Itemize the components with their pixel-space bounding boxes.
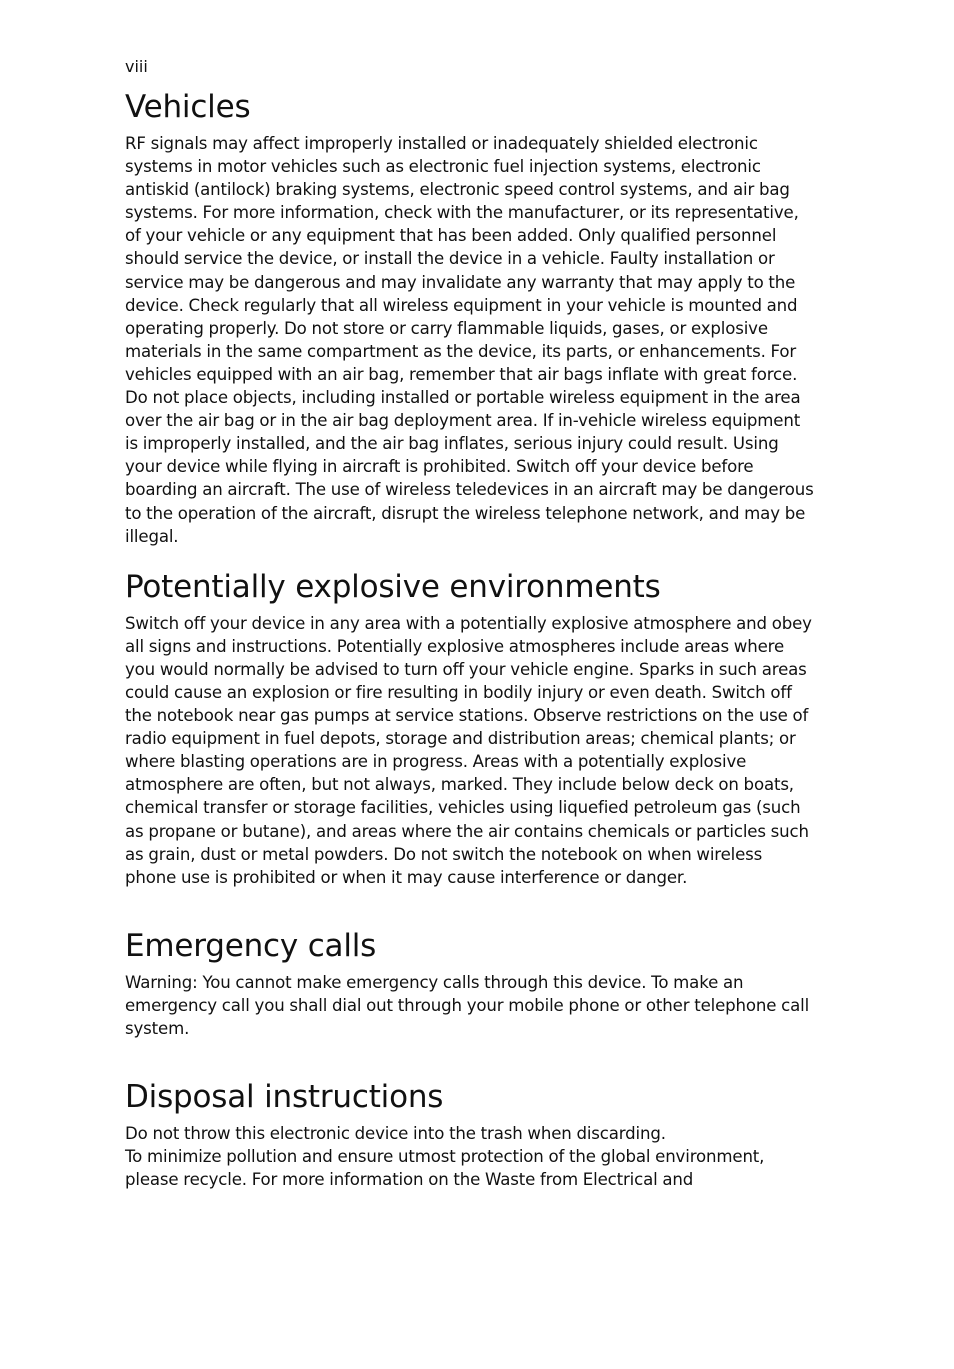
section-heading-vehicles: Vehicles <box>125 89 251 125</box>
section-heading-disposal: Disposal instructions <box>125 1079 444 1116</box>
section-body-vehicles: RF signals may affect improperly installed or inadequately shielded electronic systems in motor vehicles such as electronic fuel injection systems, electronic antiskid (antilock) braking systems, electronic speed control systems, and air bag systems. For more information, check with the manufacturer, or its representative, of your vehicle or any equipment that has been added. Only qualified personnel should service the device, or install the device in a vehicle. Faulty installation or service may be dangerous and may invalidate any warranty that may apply to the device. Check regularly that all wireless equipment in your vehicle is mounted and operating properly. Do not store or carry flammable liquids, gases, or explosive materials in the same compartment as the device, its parts, or enhancements. For vehicles equipped with an air bag, remember that air bags inflate with great force. Do not place objects, including installed or portable wireless equipment in the area over the air bag or in the air bag deployment area. If in-vehicle wireless equipment is improperly installed, and the air bag inflates, serious injury could result. Using your device while flying in aircraft is prohibited. Switch off your device before boarding an aircraft. The use of wireless teledevices in an aircraft may be dangerous to the operation of the aircraft, disrupt the wireless telephone network, and may be illegal. <box>125 134 814 546</box>
section-disposal <box>125 1078 815 1191</box>
section-body-disposal-line2: To minimize pollution and ensure utmost protection of the global environment, please recycle. For more information on the Waste from Electrical and <box>125 1147 765 1190</box>
section-body-disposal-line1: Do not throw this electronic device into the trash when discarding. <box>125 1124 666 1144</box>
section-emergency-calls <box>125 927 815 1040</box>
section-heading-emergency: Emergency calls <box>125 927 377 964</box>
section-body-emergency <box>125 971 815 1040</box>
page-number: viii <box>125 57 148 76</box>
section-heading-explosive: Potentially explosive environments <box>125 568 661 605</box>
warning-label: Warning: <box>125 972 198 992</box>
section-body-explosive: Switch off your device in any area with a potentially explosive atmosphere and obey all signs and instructions. Potentially explosive atmospheres include areas where you would normally be advised to turn off your vehicle engine. Sparks in such areas could cause an explosion or fire resulting in bodily injury or even death. Switch off the notebook near gas pumps at service stations. Observe restrictions on the use of radio equipment in fuel depots, storage and distribution areas; chemical plants; or where blasting operations are in progress. Areas with a potentially explosive atmosphere are often, but not always, marked. They include below deck on boats, chemical transfer or storage facilities, vehicles using liquefied petroleum gas (such as propane or butane), and areas where the air contains chemicals or particles such as grain, dust or metal powders. Do not switch the notebook on when wireless phone use is prohibited or when it may cause interference or danger. <box>125 613 812 887</box>
section-vehicles <box>125 88 815 548</box>
document-page <box>125 56 815 1211</box>
warning-text: You cannot make emergency calls through this device. To make an emergency call you shall dial out through your mobile phone or other telephone call system. <box>125 972 810 1038</box>
section-explosive-environments <box>125 568 815 889</box>
